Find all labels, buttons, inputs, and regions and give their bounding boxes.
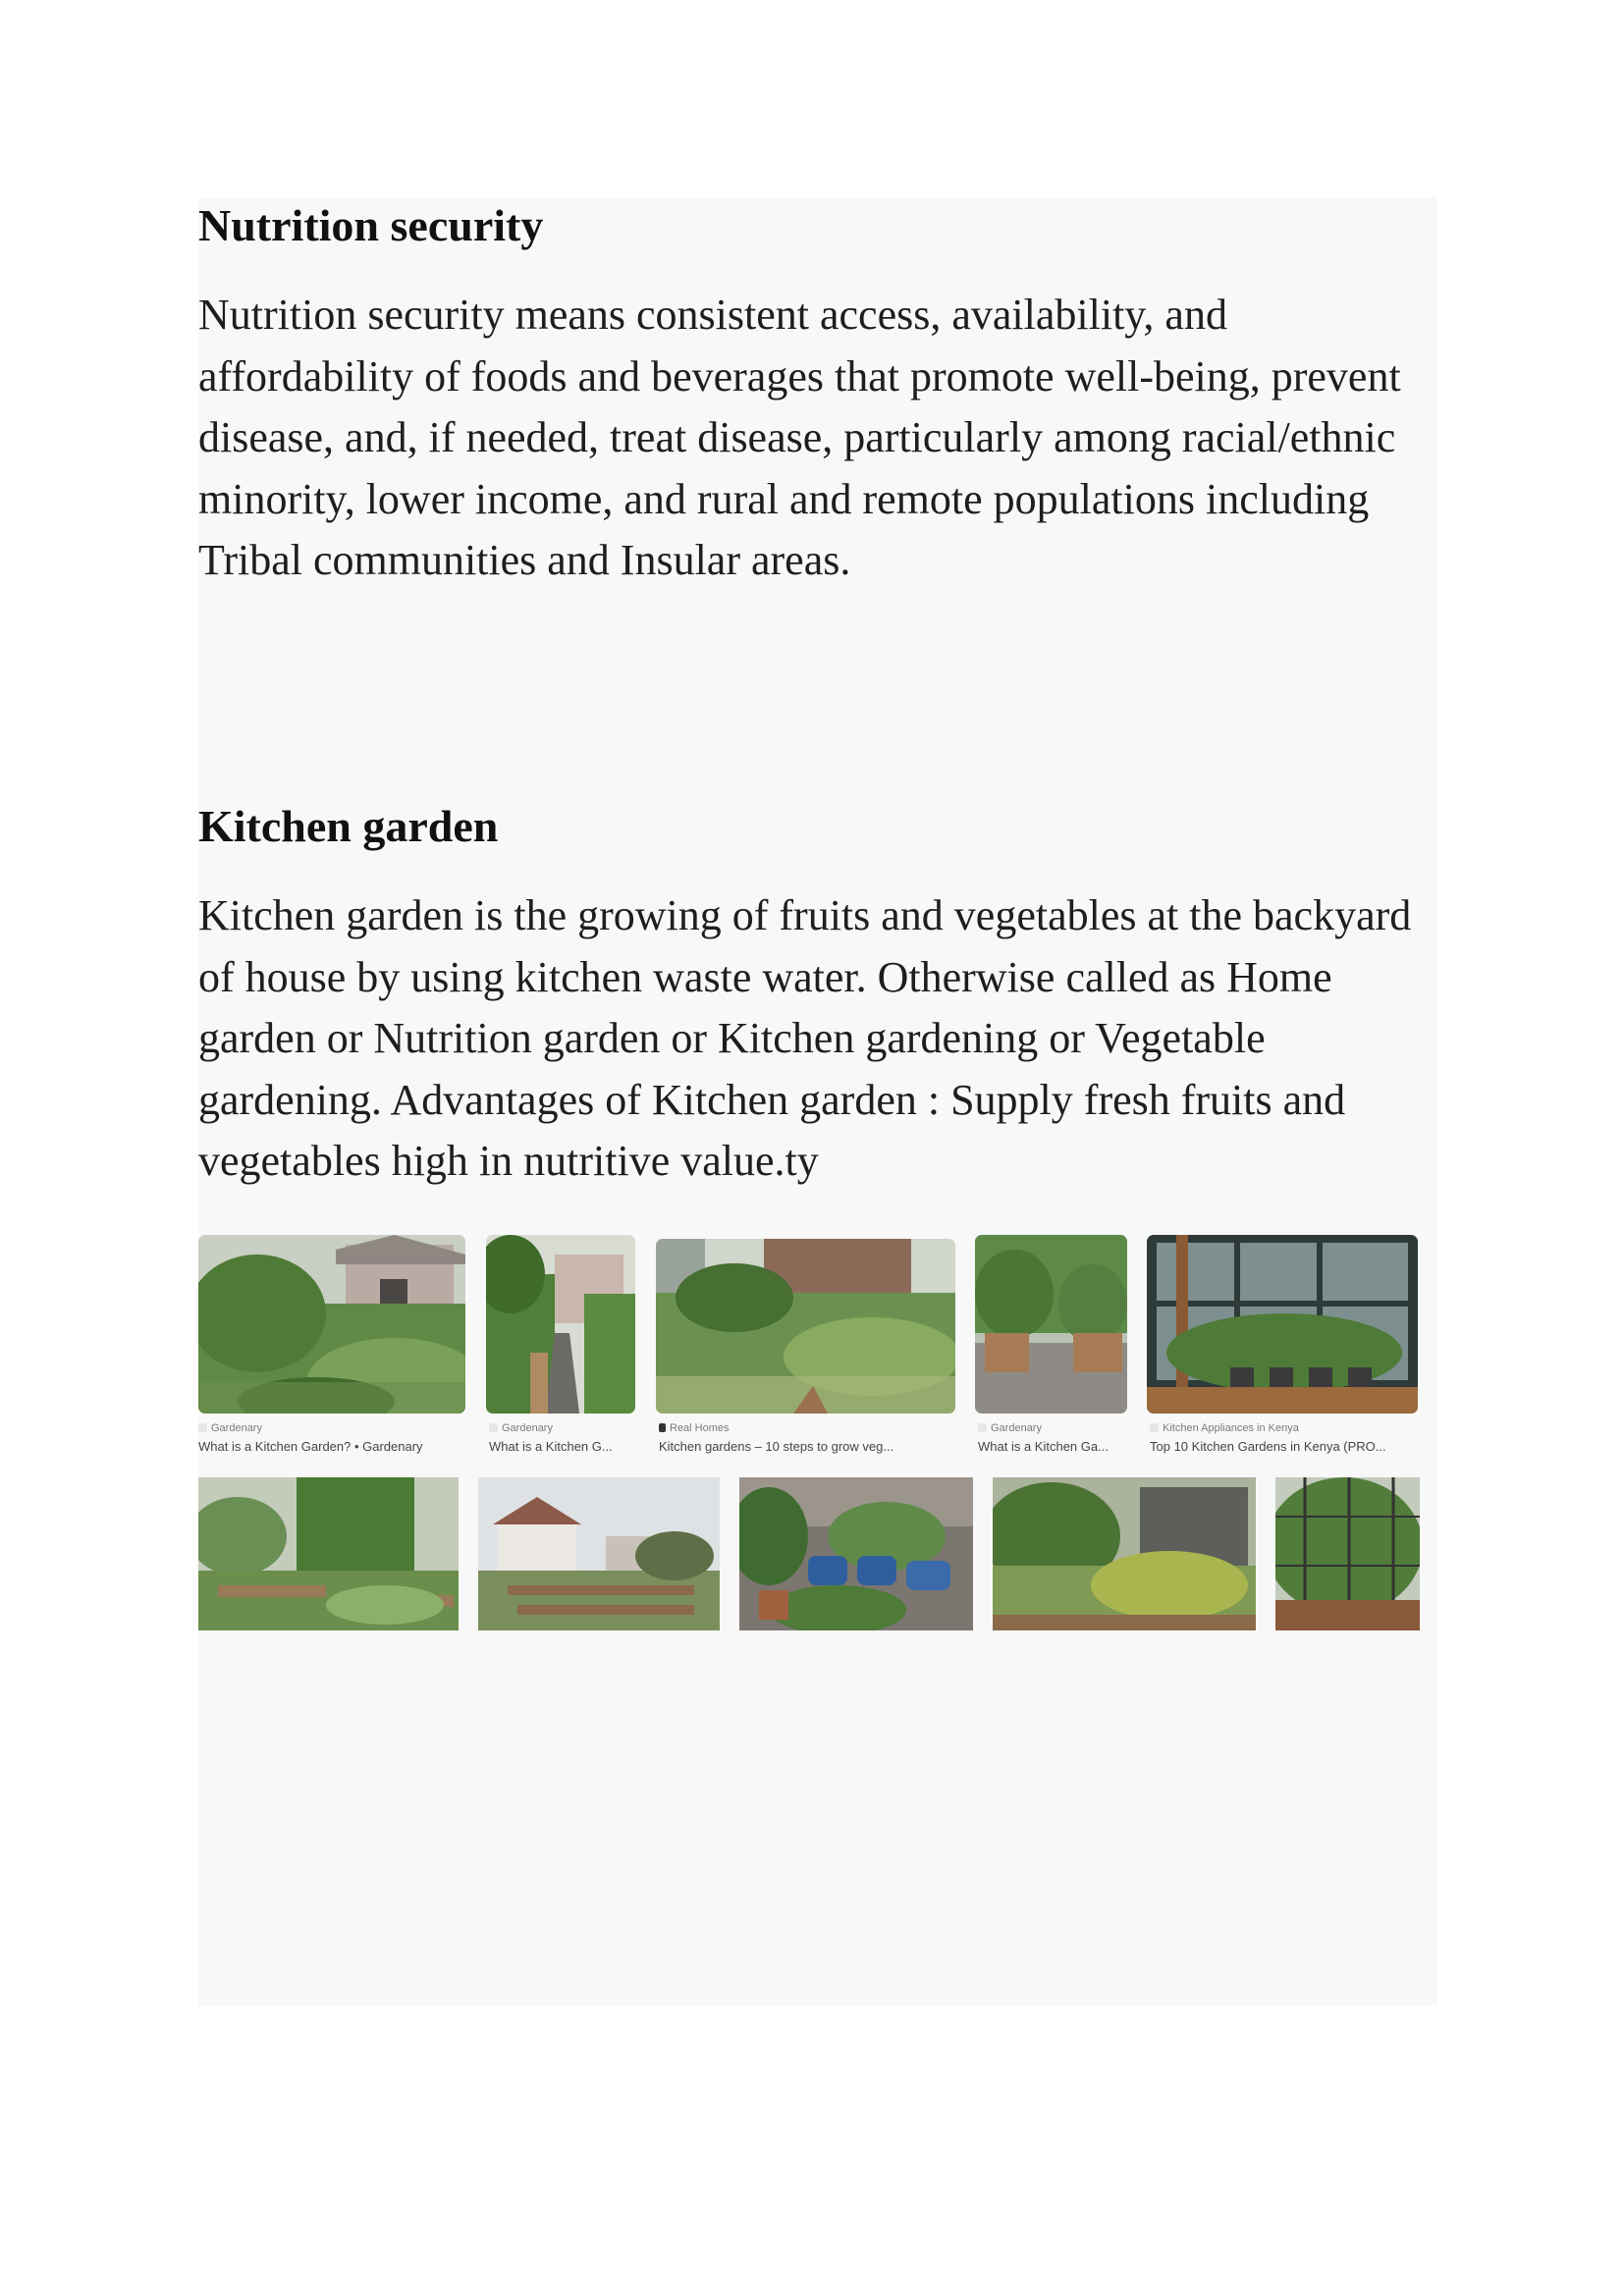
image-result-5-source[interactable]: Kitchen Appliances in Kenya	[1150, 1421, 1299, 1435]
image-result-7[interactable]	[478, 1477, 720, 1630]
image-result-3-caption[interactable]: Kitchen gardens – 10 steps to grow veg...	[659, 1439, 894, 1454]
garden-greenhouse-photo	[993, 1477, 1256, 1630]
image-result-2-source[interactable]: Gardenary	[489, 1421, 553, 1435]
bookmark-icon	[659, 1423, 666, 1432]
windowsill-herbs-photo	[1147, 1235, 1418, 1414]
container-pots-photo	[739, 1477, 973, 1630]
backyard-allotment-photo	[478, 1477, 720, 1630]
image-result-8[interactable]	[739, 1477, 973, 1630]
heading-kitchen-garden: Kitchen garden	[198, 801, 499, 851]
leaf-icon	[198, 1423, 207, 1432]
image-result-4-source[interactable]: Gardenary	[978, 1421, 1042, 1435]
image-result-9[interactable]	[993, 1477, 1256, 1630]
heading-nutrition-security: Nutrition security	[198, 200, 544, 250]
garden-shed-photo	[198, 1235, 465, 1414]
image-result-4-caption[interactable]: What is a Kitchen Ga...	[978, 1439, 1109, 1454]
raised-vegetable-beds-photo	[198, 1477, 459, 1630]
image-result-1[interactable]	[198, 1235, 465, 1414]
image-result-6[interactable]	[198, 1477, 459, 1630]
image-result-2-caption[interactable]: What is a Kitchen G...	[489, 1439, 613, 1454]
leaf-icon	[978, 1423, 987, 1432]
image-result-3[interactable]	[656, 1239, 955, 1414]
image-result-10[interactable]	[1275, 1477, 1420, 1630]
paragraph-kitchen-garden: Kitchen garden is the growing of fruits and vegetables at the backyard of house by using kitchen waste water. Otherwise called as Home garden or Nutrition garden or Kitchen gardening or Vegetable gardening. Advantages of Kitchen garden : Supply fresh fruits and vegetables high in nutritive value.ty	[198, 891, 1412, 1185]
trellis-garden-photo	[1275, 1477, 1420, 1630]
image-result-5-caption[interactable]: Top 10 Kitchen Gardens in Kenya (PRO...	[1150, 1439, 1386, 1454]
garden-path-photo	[486, 1235, 635, 1414]
image-result-5[interactable]	[1147, 1235, 1418, 1414]
image-result-2[interactable]	[486, 1235, 635, 1414]
leaf-icon	[489, 1423, 498, 1432]
image-result-3-source[interactable]: Real Homes	[659, 1421, 730, 1435]
image-result-4[interactable]	[975, 1235, 1127, 1414]
raised-beds-photo	[975, 1235, 1127, 1414]
leaf-icon	[1150, 1423, 1159, 1432]
image-result-1-source[interactable]: Gardenary	[198, 1421, 262, 1435]
paragraph-nutrition-security: Nutrition security means consistent access, availability, and affordability of foods and beverages that promote well-being, prevent disease, and, if needed, treat disease, particularly among racial/ethnic minority, lower income, and rural and remote populations including Tribal communities and Insular areas.	[198, 291, 1401, 584]
walled-garden-photo	[656, 1239, 955, 1414]
image-result-1-caption[interactable]: What is a Kitchen Garden? • Gardenary	[198, 1439, 423, 1454]
